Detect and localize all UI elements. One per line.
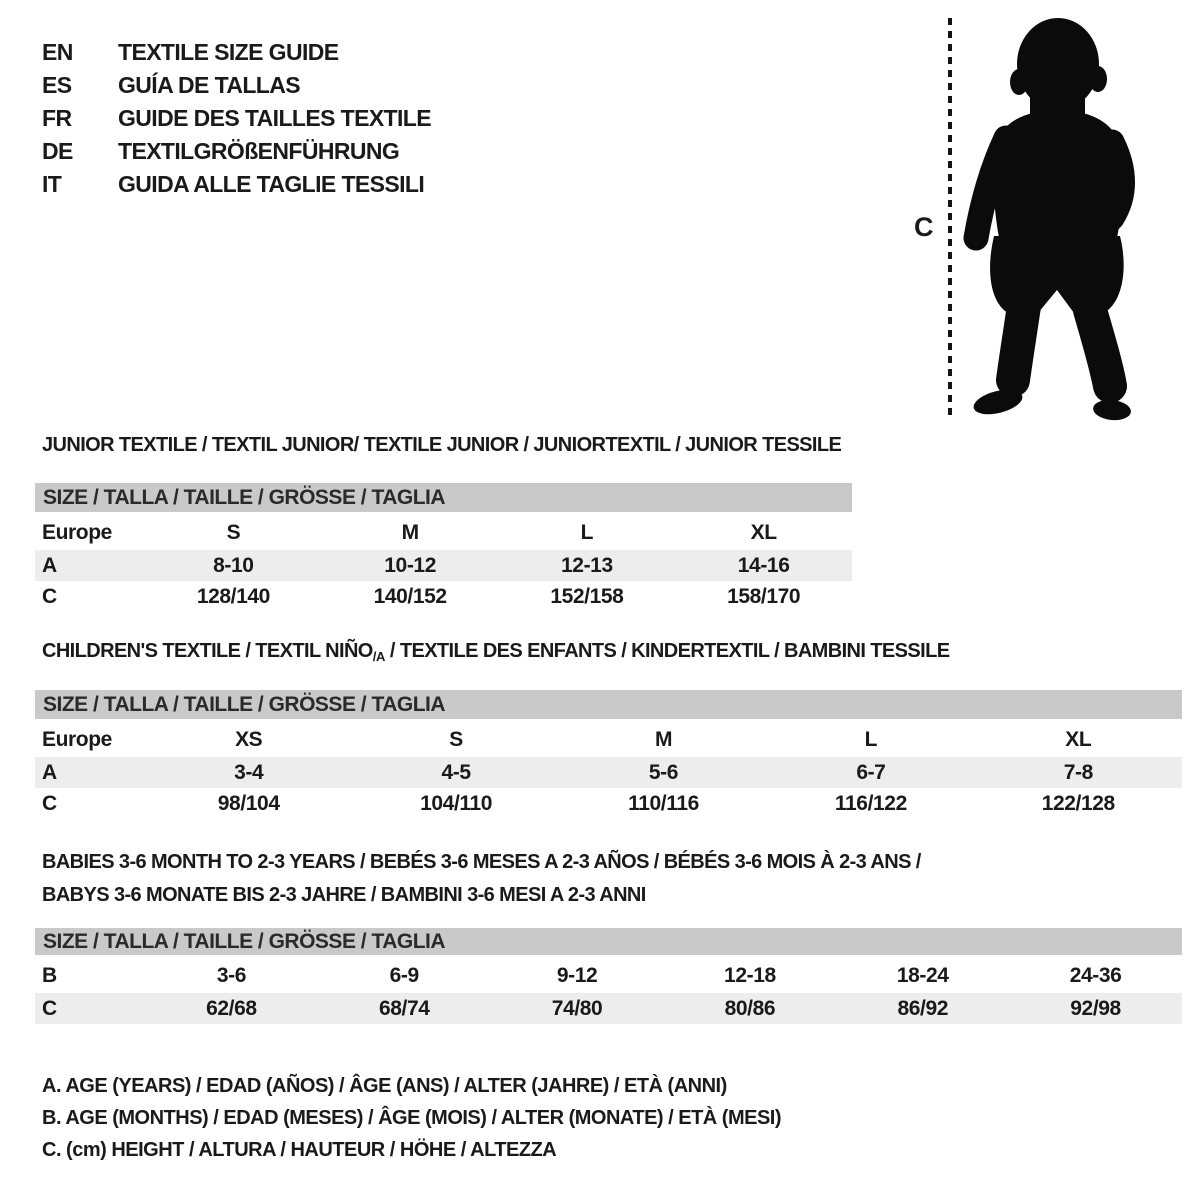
table-row bbox=[35, 993, 1182, 1024]
height-measure-dashed-line bbox=[948, 18, 952, 420]
table-cell: 8-10 bbox=[213, 553, 254, 577]
language-row bbox=[42, 69, 431, 102]
legend-line: C. (cm) HEIGHT / ALTURA / HAUTEUR / HÖHE / ALTEZZA bbox=[42, 1139, 557, 1161]
language-row bbox=[42, 168, 431, 201]
legend-line: A. AGE (YEARS) / EDAD (AÑOS) / ÂGE (ANS) / ALTER (JAHRE) / ETÀ (ANNI) bbox=[42, 1075, 727, 1097]
table-cell: XS bbox=[235, 727, 263, 751]
children-size-table bbox=[35, 690, 1182, 819]
language-code: ES bbox=[42, 72, 72, 98]
language-title: GUIDA ALLE TAGLIE TESSILI bbox=[118, 171, 425, 197]
table-cell: 24-36 bbox=[1069, 963, 1122, 987]
table-cell: XL bbox=[1065, 727, 1092, 751]
junior-table-rows bbox=[35, 515, 852, 612]
babies-title-line1: BABIES 3-6 MONTH TO 2-3 YEARS / BEBÉS 3-6 MESES A 2-3 AÑOS / BÉBÉS 3-6 MOIS À 2-3 ANS / bbox=[42, 851, 921, 873]
children-size-header-band: SIZE / TALLA / TAILLE / GRÖSSE / TAGLIA bbox=[35, 690, 1182, 719]
row-label: C bbox=[42, 584, 57, 608]
table-row bbox=[35, 550, 852, 581]
language-code: FR bbox=[42, 105, 72, 131]
language-row bbox=[42, 135, 431, 168]
table-cell: 80/86 bbox=[724, 996, 776, 1020]
row-label: Europe bbox=[42, 520, 112, 544]
table-cell: 98/104 bbox=[217, 791, 280, 815]
row-label: A bbox=[42, 553, 57, 577]
table-cell: S bbox=[449, 727, 463, 751]
table-row bbox=[35, 722, 1182, 757]
table-cell: 3-6 bbox=[216, 963, 246, 987]
table-cell: L bbox=[864, 727, 878, 751]
row-label: Europe bbox=[42, 727, 112, 751]
legend-line: B. AGE (MONTHS) / EDAD (MESES) / ÂGE (MOIS) / ALTER (MONATE) / ETÀ (MESI) bbox=[42, 1107, 782, 1129]
table-cell: 10-12 bbox=[384, 553, 436, 577]
table-cell: XL bbox=[750, 520, 777, 544]
children-title-part2: / TEXTILE DES ENFANTS / KINDERTEXTIL / BAMBINI TESSILE bbox=[384, 640, 950, 662]
table-cell: 68/74 bbox=[378, 996, 430, 1020]
table-cell: 12-13 bbox=[561, 553, 613, 577]
row-label: C bbox=[42, 996, 57, 1020]
table-cell: 9-12 bbox=[556, 963, 598, 987]
row-label: A bbox=[42, 760, 57, 784]
table-cell: 18-24 bbox=[896, 963, 949, 987]
table-cell: 152/158 bbox=[550, 584, 624, 608]
junior-size-table bbox=[35, 483, 852, 612]
height-measure-label: C bbox=[914, 212, 933, 242]
table-row bbox=[35, 515, 852, 550]
table-cell: 116/122 bbox=[834, 791, 907, 815]
table-row bbox=[35, 958, 1182, 993]
language-code: EN bbox=[42, 39, 73, 65]
table-cell: 122/128 bbox=[1041, 791, 1115, 815]
table-cell: 104/110 bbox=[420, 791, 493, 815]
language-title: GUIDE DES TAILLES TEXTILE bbox=[118, 105, 431, 131]
children-title-subscript: /A bbox=[372, 649, 385, 664]
row-label: B bbox=[42, 963, 57, 987]
language-code: DE bbox=[42, 138, 73, 164]
table-cell: 7-8 bbox=[1063, 760, 1093, 784]
babies-section-title bbox=[42, 846, 921, 912]
junior-size-header-band: SIZE / TALLA / TAILLE / GRÖSSE / TAGLIA bbox=[35, 483, 852, 512]
table-cell: M bbox=[654, 727, 673, 751]
table-cell: M bbox=[401, 520, 419, 544]
table-cell: 4-5 bbox=[441, 760, 471, 784]
table-cell: S bbox=[226, 520, 241, 544]
table-cell: 14-16 bbox=[737, 553, 790, 577]
table-row bbox=[35, 757, 1182, 788]
language-row bbox=[42, 36, 431, 69]
children-title-part1: CHILDREN'S TEXTILE / TEXTIL NIÑO bbox=[42, 640, 373, 662]
language-title-list bbox=[42, 36, 431, 201]
table-cell: 92/98 bbox=[1070, 996, 1121, 1020]
table-cell: 86/92 bbox=[897, 996, 949, 1020]
children-section-title bbox=[42, 640, 949, 663]
table-cell: 3-4 bbox=[234, 760, 264, 784]
language-row bbox=[42, 102, 431, 135]
table-cell: 62/68 bbox=[206, 996, 257, 1020]
table-cell: 140/152 bbox=[373, 584, 447, 608]
measure-legend bbox=[42, 1070, 781, 1166]
row-label: C bbox=[42, 791, 57, 815]
babies-size-table bbox=[35, 928, 1182, 1024]
table-cell: 128/140 bbox=[196, 584, 270, 608]
table-cell: 158/170 bbox=[727, 584, 801, 608]
table-row bbox=[35, 788, 1182, 819]
toddler-silhouette bbox=[960, 18, 1138, 426]
table-cell: 5-6 bbox=[648, 760, 679, 784]
children-table-rows bbox=[35, 722, 1182, 819]
table-cell: 12-18 bbox=[724, 963, 776, 987]
table-cell: 6-7 bbox=[856, 760, 886, 784]
babies-title-line2: BABYS 3-6 MONATE BIS 2-3 JAHRE / BAMBINI 3-6 MESI A 2-3 ANNI bbox=[42, 884, 646, 906]
table-cell: L bbox=[580, 520, 594, 544]
table-cell: 74/80 bbox=[551, 996, 603, 1020]
language-title: GUÍA DE TALLAS bbox=[118, 72, 300, 98]
language-title: TEXTILE SIZE GUIDE bbox=[118, 39, 339, 65]
language-code: IT bbox=[42, 171, 62, 197]
table-cell: 110/116 bbox=[628, 791, 699, 815]
junior-section-title: JUNIOR TEXTILE / TEXTIL JUNIOR/ TEXTILE JUNIOR / JUNIORTEXTIL / JUNIOR TESSILE bbox=[42, 434, 842, 456]
babies-table-rows bbox=[35, 958, 1182, 1024]
table-row bbox=[35, 581, 852, 612]
babies-size-header-band: SIZE / TALLA / TAILLE / GRÖSSE / TAGLIA bbox=[35, 928, 1182, 955]
table-cell: 6-9 bbox=[389, 963, 419, 987]
language-title: TEXTILGRÖßENFÜHRUNG bbox=[118, 138, 400, 164]
